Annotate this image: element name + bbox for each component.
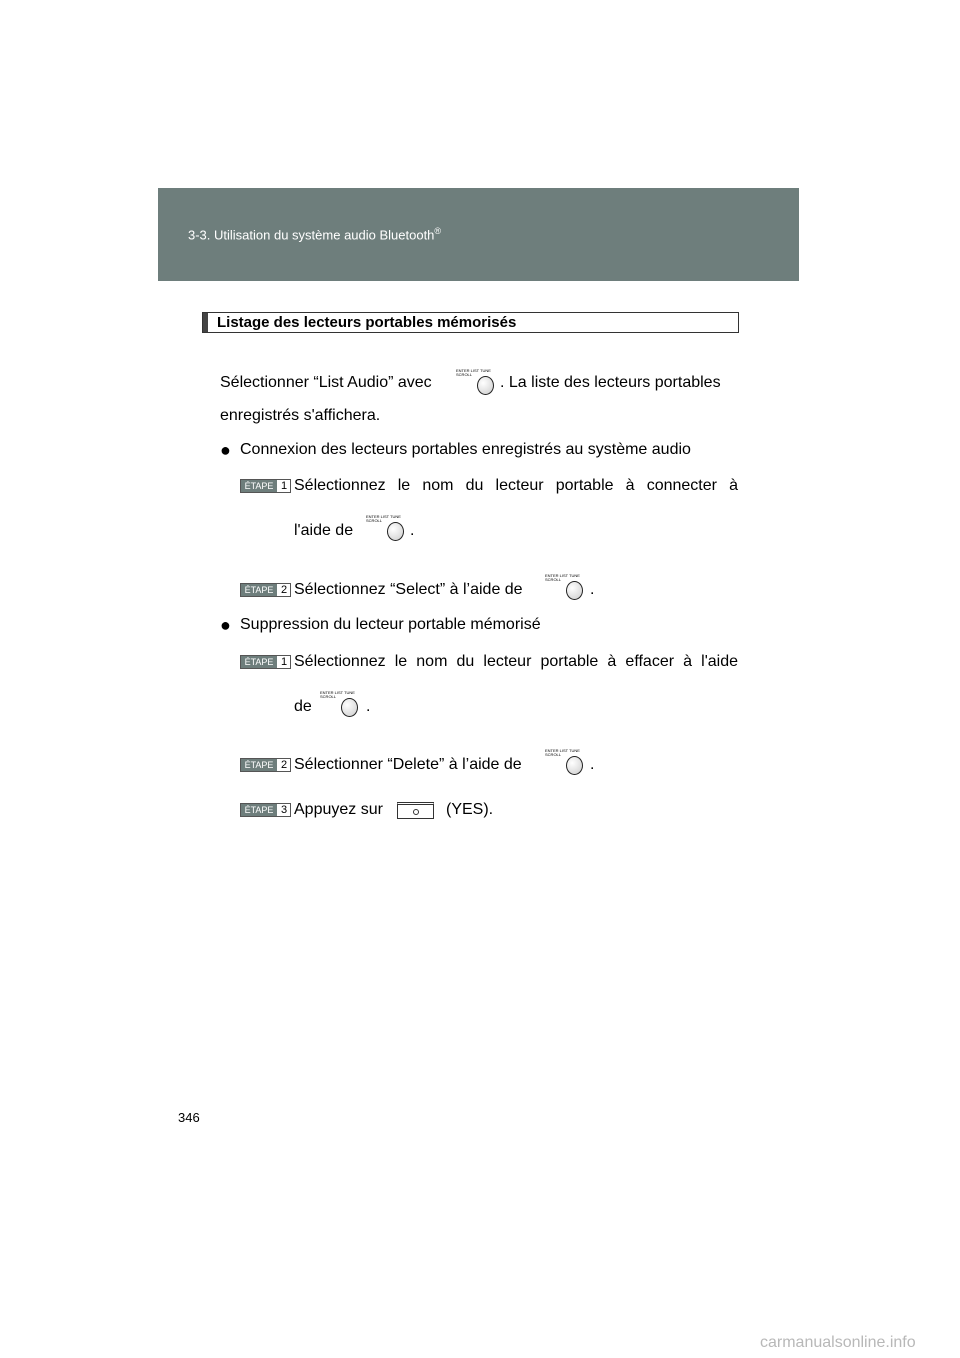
etape-badge: ÉTAPE 2 [240,758,291,772]
connect-title: Connexion des lecteurs portables enregistrés au système audio [240,441,691,458]
etape-badge: ÉTAPE 1 [240,655,291,669]
etape-badge: ÉTAPE 2 [240,583,291,597]
preset-button-icon [397,802,434,819]
delete-title: Suppression du lecteur portable mémorisé [240,616,541,633]
delete-step1-a: Sélectionnez le nom du lecteur portable à effacer à l'aide [294,653,738,670]
period: . [590,581,595,598]
section-title: Listage des lecteurs portables mémorisés [217,314,517,331]
page-number: 346 [178,1110,200,1125]
tune-knob-icon: ENTER LIST TUNE SCROLL [320,691,360,721]
intro-text-1a: Sélectionner “List Audio” avec [220,374,432,391]
etape-badge: ÉTAPE 1 [240,479,291,493]
tune-knob-icon: ENTER LIST TUNE SCROLL [545,574,585,604]
tune-knob-icon: ENTER LIST TUNE SCROLL [545,749,585,779]
period: . [366,698,371,715]
watermark: carmanualsonline.info [760,1334,916,1351]
connect-step2: Sélectionnez “Select” à l’aide de [294,581,523,598]
tune-knob-icon: ENTER LIST TUNE SCROLL [366,515,406,545]
chapter-header [158,188,799,281]
bullet-icon: ● [220,615,231,635]
delete-step3-b: (YES). [446,801,494,818]
period: . [590,756,595,773]
intro-text-1b: . La liste des lecteurs portables [500,374,721,391]
section-heading-box [202,312,739,333]
connect-step1-a: Sélectionnez le nom du lecteur portable à connecter à [294,477,738,494]
connect-step1-b: l'aide de [294,522,354,539]
delete-step2: Sélectionner “Delete” à l’aide de [294,756,522,773]
tune-knob-icon: ENTER LIST TUNE SCROLL [456,369,496,399]
delete-step1-b: de [294,698,312,715]
intro-text-2: enregistrés s'affichera. [220,407,381,424]
etape-badge: ÉTAPE 3 [240,803,291,817]
delete-step3-a: Appuyez sur [294,801,383,818]
period: . [410,522,415,539]
chapter-title: 3-3. Utilisation du système audio Bluetooth® [188,226,442,243]
bullet-icon: ● [220,440,231,460]
